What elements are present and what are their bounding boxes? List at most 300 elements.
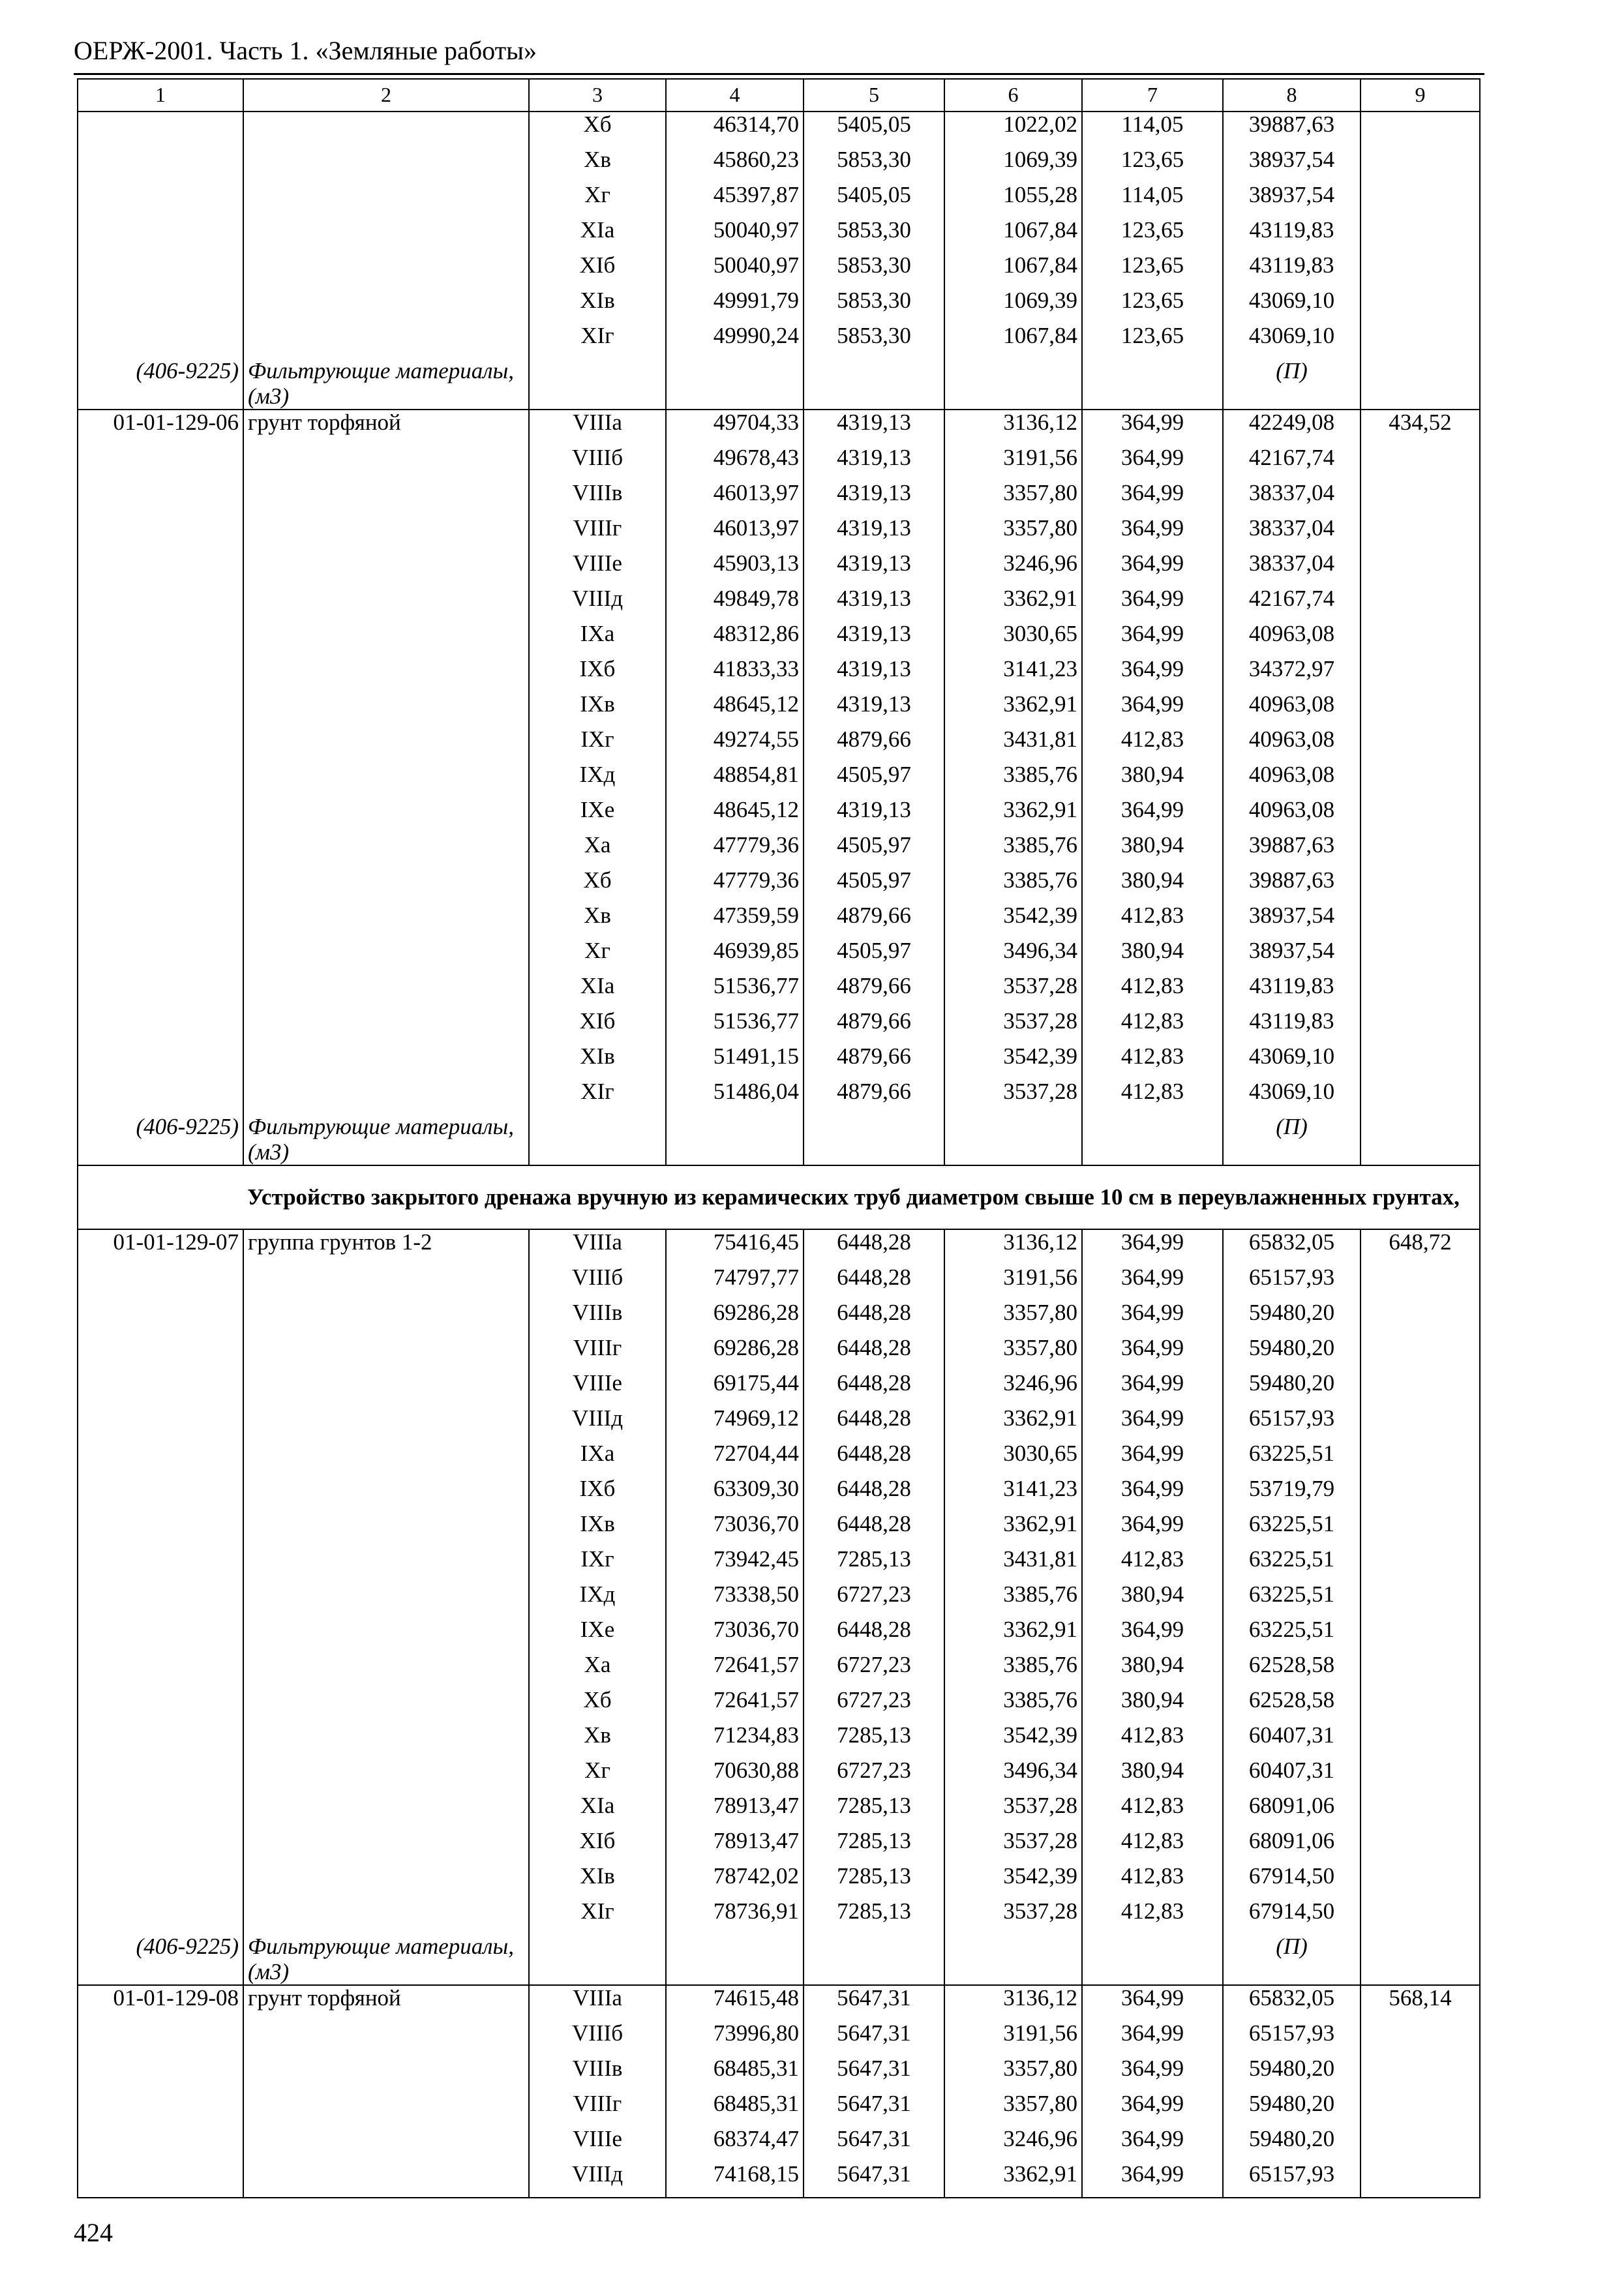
- zone-cell: VIIIг: [529, 2091, 666, 2127]
- total-cost-cell: 73036,70: [666, 1617, 804, 1653]
- zone-cell: Xб: [529, 868, 666, 903]
- machine-cost-cell: 3030,65: [944, 1441, 1082, 1476]
- rate-code-cell: [78, 1512, 243, 1547]
- operator-wage-cell: 364,99: [1082, 516, 1223, 551]
- work-description-cell: [243, 147, 529, 183]
- table-row: [78, 288, 1480, 323]
- column-number: 2: [243, 79, 529, 112]
- labor-cost-cell: 5405,05: [804, 183, 944, 218]
- operator-wage-cell: 364,99: [1082, 1512, 1223, 1547]
- labor-cost-cell: 4505,97: [804, 868, 944, 903]
- machine-cost-cell: 3362,91: [944, 1617, 1082, 1653]
- machine-cost-cell: 3385,76: [944, 1688, 1082, 1723]
- table-row: [78, 1441, 1480, 1476]
- work-description-cell: [243, 903, 529, 938]
- machine-cost-cell: 3362,91: [944, 1406, 1082, 1441]
- table-row: [78, 218, 1480, 253]
- total-cost-cell: 51486,04: [666, 1079, 804, 1115]
- rate-code-cell: [78, 1406, 243, 1441]
- machine-cost-cell: 1067,84: [944, 218, 1082, 253]
- work-description-cell: [243, 868, 529, 903]
- operator-wage-cell: 364,99: [1082, 1406, 1223, 1441]
- materials-cost-cell: 43119,83: [1223, 253, 1361, 288]
- zone-cell: XIг: [529, 323, 666, 359]
- labor-cost-cell: 4319,13: [804, 516, 944, 551]
- empty-cell: [944, 1934, 1082, 1985]
- labor-cost-cell: 4319,13: [804, 621, 944, 657]
- zone-cell: Xг: [529, 183, 666, 218]
- labor-cost-cell: 6727,23: [804, 1688, 944, 1723]
- rate-code-cell: [78, 657, 243, 692]
- work-description-cell: [243, 621, 529, 657]
- rate-code-cell: [78, 1653, 243, 1688]
- machine-cost-cell: 3357,80: [944, 516, 1082, 551]
- machine-cost-cell: 3136,12: [944, 410, 1082, 445]
- table-row: [78, 1476, 1480, 1512]
- work-description-cell: [243, 2021, 529, 2056]
- operator-wage-cell: 364,99: [1082, 692, 1223, 727]
- operator-wage-cell: 412,83: [1082, 1723, 1223, 1758]
- rate-code-cell: [78, 147, 243, 183]
- work-description-cell: [243, 218, 529, 253]
- total-cost-cell: 46939,85: [666, 938, 804, 974]
- labor-cost-cell: 4319,13: [804, 692, 944, 727]
- operator-wage-cell: 412,83: [1082, 1044, 1223, 1079]
- labor-cost-cell: 4319,13: [804, 798, 944, 833]
- total-cost-cell: 46013,97: [666, 516, 804, 551]
- machine-cost-cell: 3362,91: [944, 1512, 1082, 1547]
- section-title: Устройство закрытого дренажа вручную из керамических труб диаметром свыше 10 см в переувлажненных грунтах,: [243, 1165, 1480, 1229]
- total-cost-cell: 71234,83: [666, 1723, 804, 1758]
- materials-cost-cell: 39887,63: [1223, 868, 1361, 903]
- table-row: [78, 1229, 1480, 1265]
- work-description-cell: [243, 1547, 529, 1582]
- zone-cell: Xв: [529, 1723, 666, 1758]
- zone-cell: VIIIа: [529, 1229, 666, 1265]
- labor-cost-cell: 6448,28: [804, 1336, 944, 1371]
- machine-cost-cell: 1067,84: [944, 323, 1082, 359]
- table-row: [78, 833, 1480, 868]
- labor-cost-cell: 6727,23: [804, 1582, 944, 1617]
- empty-cell: [1361, 1115, 1480, 1165]
- materials-cost-cell: 40963,08: [1223, 621, 1361, 657]
- materials-cost-cell: 43119,83: [1223, 974, 1361, 1009]
- rate-code-cell: [78, 974, 243, 1009]
- labor-cost-cell: 5647,31: [804, 1985, 944, 2021]
- labor-hours-cell: [1361, 1582, 1480, 1617]
- labor-cost-cell: 6448,28: [804, 1406, 944, 1441]
- materials-cost-cell: 67914,50: [1223, 1899, 1361, 1934]
- labor-hours-cell: [1361, 798, 1480, 833]
- labor-hours-cell: [1361, 868, 1480, 903]
- machine-cost-cell: 3030,65: [944, 621, 1082, 657]
- labor-hours-cell: [1361, 253, 1480, 288]
- work-description-cell: [243, 1899, 529, 1934]
- work-description-cell: [243, 1265, 529, 1300]
- materials-cost-cell: 43069,10: [1223, 1044, 1361, 1079]
- machine-cost-cell: 3385,76: [944, 868, 1082, 903]
- materials-cost-cell: 43069,10: [1223, 323, 1361, 359]
- zone-cell: VIIIв: [529, 2056, 666, 2091]
- rate-code-cell: [78, 288, 243, 323]
- rate-code-cell: [78, 516, 243, 551]
- labor-hours-cell: [1361, 1044, 1480, 1079]
- rate-code-cell: [78, 1336, 243, 1371]
- rate-code-cell: [78, 1371, 243, 1406]
- labor-cost-cell: 5853,30: [804, 288, 944, 323]
- zone-cell: XIб: [529, 253, 666, 288]
- labor-hours-cell: [1361, 1476, 1480, 1512]
- total-cost-cell: 72704,44: [666, 1441, 804, 1476]
- work-description-cell: [243, 112, 529, 147]
- resource-unit-cell: (П): [1223, 1934, 1361, 1985]
- machine-cost-cell: 3542,39: [944, 903, 1082, 938]
- labor-hours-cell: 648,72: [1361, 1229, 1480, 1265]
- table-row: [78, 2162, 1480, 2198]
- total-cost-cell: 73036,70: [666, 1512, 804, 1547]
- zone-cell: Xв: [529, 903, 666, 938]
- work-description-cell: [243, 1758, 529, 1793]
- materials-cost-cell: 43119,83: [1223, 1009, 1361, 1044]
- total-cost-cell: 47779,36: [666, 868, 804, 903]
- rate-code-cell: [78, 1793, 243, 1829]
- labor-hours-cell: [1361, 586, 1480, 621]
- table-row: [78, 692, 1480, 727]
- total-cost-cell: 78913,47: [666, 1829, 804, 1864]
- table-row: [78, 1758, 1480, 1793]
- operator-wage-cell: 364,99: [1082, 481, 1223, 516]
- labor-cost-cell: 4879,66: [804, 1009, 944, 1044]
- labor-cost-cell: 4879,66: [804, 974, 944, 1009]
- table-row: [78, 2056, 1480, 2091]
- materials-cost-cell: 63225,51: [1223, 1441, 1361, 1476]
- machine-cost-cell: 3362,91: [944, 798, 1082, 833]
- table-body: [78, 79, 1480, 2198]
- operator-wage-cell: 364,99: [1082, 2162, 1223, 2198]
- resource-code-cell: (406-9225): [78, 1934, 243, 1985]
- column-number: 8: [1223, 79, 1361, 112]
- operator-wage-cell: 123,65: [1082, 253, 1223, 288]
- zone-cell: VIIIб: [529, 2021, 666, 2056]
- operator-wage-cell: 364,99: [1082, 586, 1223, 621]
- labor-hours-cell: [1361, 1441, 1480, 1476]
- machine-cost-cell: 3141,23: [944, 1476, 1082, 1512]
- machine-cost-cell: 3357,80: [944, 1300, 1082, 1336]
- running-header: ОЕРЖ-2001. Часть 1. «Земляные работы»: [74, 36, 537, 65]
- labor-cost-cell: 4879,66: [804, 1079, 944, 1115]
- rate-code-cell: [78, 1899, 243, 1934]
- operator-wage-cell: 380,94: [1082, 868, 1223, 903]
- materials-cost-cell: 40963,08: [1223, 692, 1361, 727]
- labor-cost-cell: 5853,30: [804, 253, 944, 288]
- resource-code-cell: (406-9225): [78, 1115, 243, 1165]
- zone-cell: XIв: [529, 1044, 666, 1079]
- operator-wage-cell: 364,99: [1082, 1371, 1223, 1406]
- total-cost-cell: 72641,57: [666, 1688, 804, 1723]
- materials-cost-cell: 67914,50: [1223, 1864, 1361, 1899]
- materials-cost-cell: 59480,20: [1223, 1371, 1361, 1406]
- operator-wage-cell: 412,83: [1082, 1829, 1223, 1864]
- operator-wage-cell: 364,99: [1082, 1229, 1223, 1265]
- total-cost-cell: 51536,77: [666, 1009, 804, 1044]
- total-cost-cell: 74969,12: [666, 1406, 804, 1441]
- labor-cost-cell: 5853,30: [804, 147, 944, 183]
- labor-hours-cell: 434,52: [1361, 410, 1480, 445]
- materials-cost-cell: 43119,83: [1223, 218, 1361, 253]
- total-cost-cell: 73996,80: [666, 2021, 804, 2056]
- rate-code-cell: [78, 762, 243, 798]
- machine-cost-cell: 3537,28: [944, 974, 1082, 1009]
- empty-cell: [804, 1115, 944, 1165]
- empty-cell: [666, 1115, 804, 1165]
- column-number: 4: [666, 79, 804, 112]
- empty-cell: [1361, 1934, 1480, 1985]
- operator-wage-cell: 364,99: [1082, 410, 1223, 445]
- rate-code-cell: [78, 868, 243, 903]
- total-cost-cell: 69286,28: [666, 1300, 804, 1336]
- table-row: [78, 516, 1480, 551]
- zone-cell: VIIIе: [529, 1371, 666, 1406]
- table-row: [78, 2021, 1480, 2056]
- table-row: [78, 1371, 1480, 1406]
- table-row: [78, 1406, 1480, 1441]
- materials-cost-cell: 59480,20: [1223, 2056, 1361, 2091]
- total-cost-cell: 45860,23: [666, 147, 804, 183]
- machine-cost-cell: 1069,39: [944, 288, 1082, 323]
- empty-cell: [1082, 1115, 1223, 1165]
- empty-cell: [1361, 359, 1480, 410]
- materials-cost-cell: 63225,51: [1223, 1547, 1361, 1582]
- labor-hours-cell: [1361, 1758, 1480, 1793]
- labor-cost-cell: 4505,97: [804, 833, 944, 868]
- operator-wage-cell: 380,94: [1082, 762, 1223, 798]
- labor-hours-cell: [1361, 1793, 1480, 1829]
- labor-hours-cell: [1361, 218, 1480, 253]
- empty-cell: [666, 359, 804, 410]
- rate-code-cell: [78, 323, 243, 359]
- material-footer-row: [78, 1934, 1480, 1985]
- zone-cell: Xб: [529, 112, 666, 147]
- operator-wage-cell: 412,83: [1082, 1899, 1223, 1934]
- materials-cost-cell: 38937,54: [1223, 183, 1361, 218]
- labor-hours-cell: [1361, 1300, 1480, 1336]
- zone-cell: IXа: [529, 621, 666, 657]
- table-row: [78, 1829, 1480, 1864]
- work-description-cell: грунт торфяной: [243, 410, 529, 445]
- work-description-cell: [243, 798, 529, 833]
- labor-hours-cell: [1361, 692, 1480, 727]
- operator-wage-cell: 364,99: [1082, 798, 1223, 833]
- work-description-cell: [243, 516, 529, 551]
- operator-wage-cell: 380,94: [1082, 1758, 1223, 1793]
- labor-hours-cell: [1361, 183, 1480, 218]
- zone-cell: VIIIе: [529, 2127, 666, 2162]
- labor-cost-cell: 7285,13: [804, 1547, 944, 1582]
- zone-cell: XIв: [529, 288, 666, 323]
- zone-cell: IXг: [529, 727, 666, 762]
- labor-hours-cell: 568,14: [1361, 1985, 1480, 2021]
- total-cost-cell: 46314,70: [666, 112, 804, 147]
- rate-code-cell: [78, 903, 243, 938]
- labor-cost-cell: 6448,28: [804, 1265, 944, 1300]
- column-number: 6: [944, 79, 1082, 112]
- table-row: [78, 1265, 1480, 1300]
- work-description-cell: [243, 2056, 529, 2091]
- total-cost-cell: 47779,36: [666, 833, 804, 868]
- work-description-cell: [243, 1829, 529, 1864]
- table-row: [78, 1079, 1480, 1115]
- operator-wage-cell: 380,94: [1082, 938, 1223, 974]
- machine-cost-cell: 3542,39: [944, 1723, 1082, 1758]
- machine-cost-cell: 3246,96: [944, 2127, 1082, 2162]
- total-cost-cell: 41833,33: [666, 657, 804, 692]
- total-cost-cell: 50040,97: [666, 218, 804, 253]
- machine-cost-cell: 3357,80: [944, 2056, 1082, 2091]
- work-description-cell: [243, 833, 529, 868]
- table-row: [78, 2091, 1480, 2127]
- machine-cost-cell: 3431,81: [944, 727, 1082, 762]
- rate-code-cell: 01-01-129-07: [78, 1229, 243, 1265]
- operator-wage-cell: 364,99: [1082, 1985, 1223, 2021]
- materials-cost-cell: 38937,54: [1223, 147, 1361, 183]
- labor-cost-cell: 4319,13: [804, 410, 944, 445]
- operator-wage-cell: 123,65: [1082, 218, 1223, 253]
- work-description-cell: [243, 1476, 529, 1512]
- table-row: [78, 410, 1480, 445]
- total-cost-cell: 68374,47: [666, 2127, 804, 2162]
- materials-cost-cell: 62528,58: [1223, 1653, 1361, 1688]
- table-row: [78, 903, 1480, 938]
- labor-hours-cell: [1361, 2127, 1480, 2162]
- work-description-cell: [243, 445, 529, 481]
- total-cost-cell: 68485,31: [666, 2091, 804, 2127]
- work-description-cell: [243, 586, 529, 621]
- labor-cost-cell: 6448,28: [804, 1512, 944, 1547]
- operator-wage-cell: 412,83: [1082, 1009, 1223, 1044]
- materials-cost-cell: 68091,06: [1223, 1793, 1361, 1829]
- materials-cost-cell: 63225,51: [1223, 1582, 1361, 1617]
- machine-cost-cell: 3191,56: [944, 1265, 1082, 1300]
- zone-cell: VIIIа: [529, 410, 666, 445]
- labor-hours-cell: [1361, 1265, 1480, 1300]
- work-description-cell: [243, 1512, 529, 1547]
- section-heading-row: [78, 1165, 1480, 1229]
- table-row: [78, 657, 1480, 692]
- work-description-cell: [243, 551, 529, 586]
- materials-cost-cell: 60407,31: [1223, 1758, 1361, 1793]
- materials-cost-cell: 43069,10: [1223, 1079, 1361, 1115]
- machine-cost-cell: 3362,91: [944, 586, 1082, 621]
- rate-code-cell: [78, 551, 243, 586]
- labor-cost-cell: 4319,13: [804, 481, 944, 516]
- zone-cell: IXб: [529, 1476, 666, 1512]
- work-description-cell: [243, 762, 529, 798]
- machine-cost-cell: 1022,02: [944, 112, 1082, 147]
- total-cost-cell: 49991,79: [666, 288, 804, 323]
- work-description-cell: [243, 657, 529, 692]
- resource-name-cell: Фильтрующие материалы, (м3): [243, 359, 529, 410]
- labor-hours-cell: [1361, 481, 1480, 516]
- labor-hours-cell: [1361, 551, 1480, 586]
- table-row: [78, 798, 1480, 833]
- zone-cell: Xа: [529, 833, 666, 868]
- operator-wage-cell: 412,83: [1082, 1864, 1223, 1899]
- materials-cost-cell: 59480,20: [1223, 1336, 1361, 1371]
- labor-hours-cell: [1361, 1723, 1480, 1758]
- column-number-row: [78, 79, 1480, 112]
- work-description-cell: [243, 1336, 529, 1371]
- work-description-cell: [243, 323, 529, 359]
- total-cost-cell: 69286,28: [666, 1336, 804, 1371]
- operator-wage-cell: 364,99: [1082, 1476, 1223, 1512]
- zone-cell: Xб: [529, 1688, 666, 1723]
- labor-cost-cell: 5647,31: [804, 2021, 944, 2056]
- total-cost-cell: 49678,43: [666, 445, 804, 481]
- materials-cost-cell: 34372,97: [1223, 657, 1361, 692]
- rate-code-cell: [78, 1300, 243, 1336]
- labor-cost-cell: 4879,66: [804, 903, 944, 938]
- materials-cost-cell: 59480,20: [1223, 2127, 1361, 2162]
- zone-cell: VIIIе: [529, 551, 666, 586]
- operator-wage-cell: 380,94: [1082, 1582, 1223, 1617]
- table-row: [78, 1617, 1480, 1653]
- total-cost-cell: 48312,86: [666, 621, 804, 657]
- machine-cost-cell: 3136,12: [944, 1229, 1082, 1265]
- price-table: [77, 78, 1481, 2198]
- materials-cost-cell: 53719,79: [1223, 1476, 1361, 1512]
- table-row: [78, 147, 1480, 183]
- zone-cell: Xг: [529, 938, 666, 974]
- table-row: [78, 974, 1480, 1009]
- empty-cell: [944, 1115, 1082, 1165]
- work-description-cell: [243, 1441, 529, 1476]
- labor-cost-cell: 5853,30: [804, 218, 944, 253]
- labor-cost-cell: 4505,97: [804, 762, 944, 798]
- zone-cell: IXб: [529, 657, 666, 692]
- zone-cell: VIIIб: [529, 445, 666, 481]
- zone-cell: IXв: [529, 1512, 666, 1547]
- operator-wage-cell: 114,05: [1082, 112, 1223, 147]
- operator-wage-cell: 412,83: [1082, 974, 1223, 1009]
- operator-wage-cell: 364,99: [1082, 1441, 1223, 1476]
- resource-unit-cell: (П): [1223, 1115, 1361, 1165]
- total-cost-cell: 45397,87: [666, 183, 804, 218]
- labor-hours-cell: [1361, 1512, 1480, 1547]
- labor-cost-cell: 7285,13: [804, 1899, 944, 1934]
- labor-hours-cell: [1361, 323, 1480, 359]
- resource-code-cell: (406-9225): [78, 359, 243, 410]
- labor-cost-cell: 6448,28: [804, 1441, 944, 1476]
- operator-wage-cell: 123,65: [1082, 288, 1223, 323]
- zone-cell: IXв: [529, 692, 666, 727]
- materials-cost-cell: 65157,93: [1223, 2021, 1361, 2056]
- total-cost-cell: 78913,47: [666, 1793, 804, 1829]
- table-row: [78, 253, 1480, 288]
- rate-code-cell: [78, 1864, 243, 1899]
- rate-code-cell: [78, 1723, 243, 1758]
- empty-cell: [529, 359, 666, 410]
- empty-cell: [529, 1115, 666, 1165]
- total-cost-cell: 49274,55: [666, 727, 804, 762]
- zone-cell: VIIIд: [529, 586, 666, 621]
- table-row: [78, 1899, 1480, 1934]
- rate-code-cell: [78, 1582, 243, 1617]
- zone-cell: VIIIв: [529, 1300, 666, 1336]
- operator-wage-cell: 364,99: [1082, 445, 1223, 481]
- rate-code-cell: [78, 1547, 243, 1582]
- work-description-cell: [243, 974, 529, 1009]
- resource-name-cell: Фильтрующие материалы, (м3): [243, 1934, 529, 1985]
